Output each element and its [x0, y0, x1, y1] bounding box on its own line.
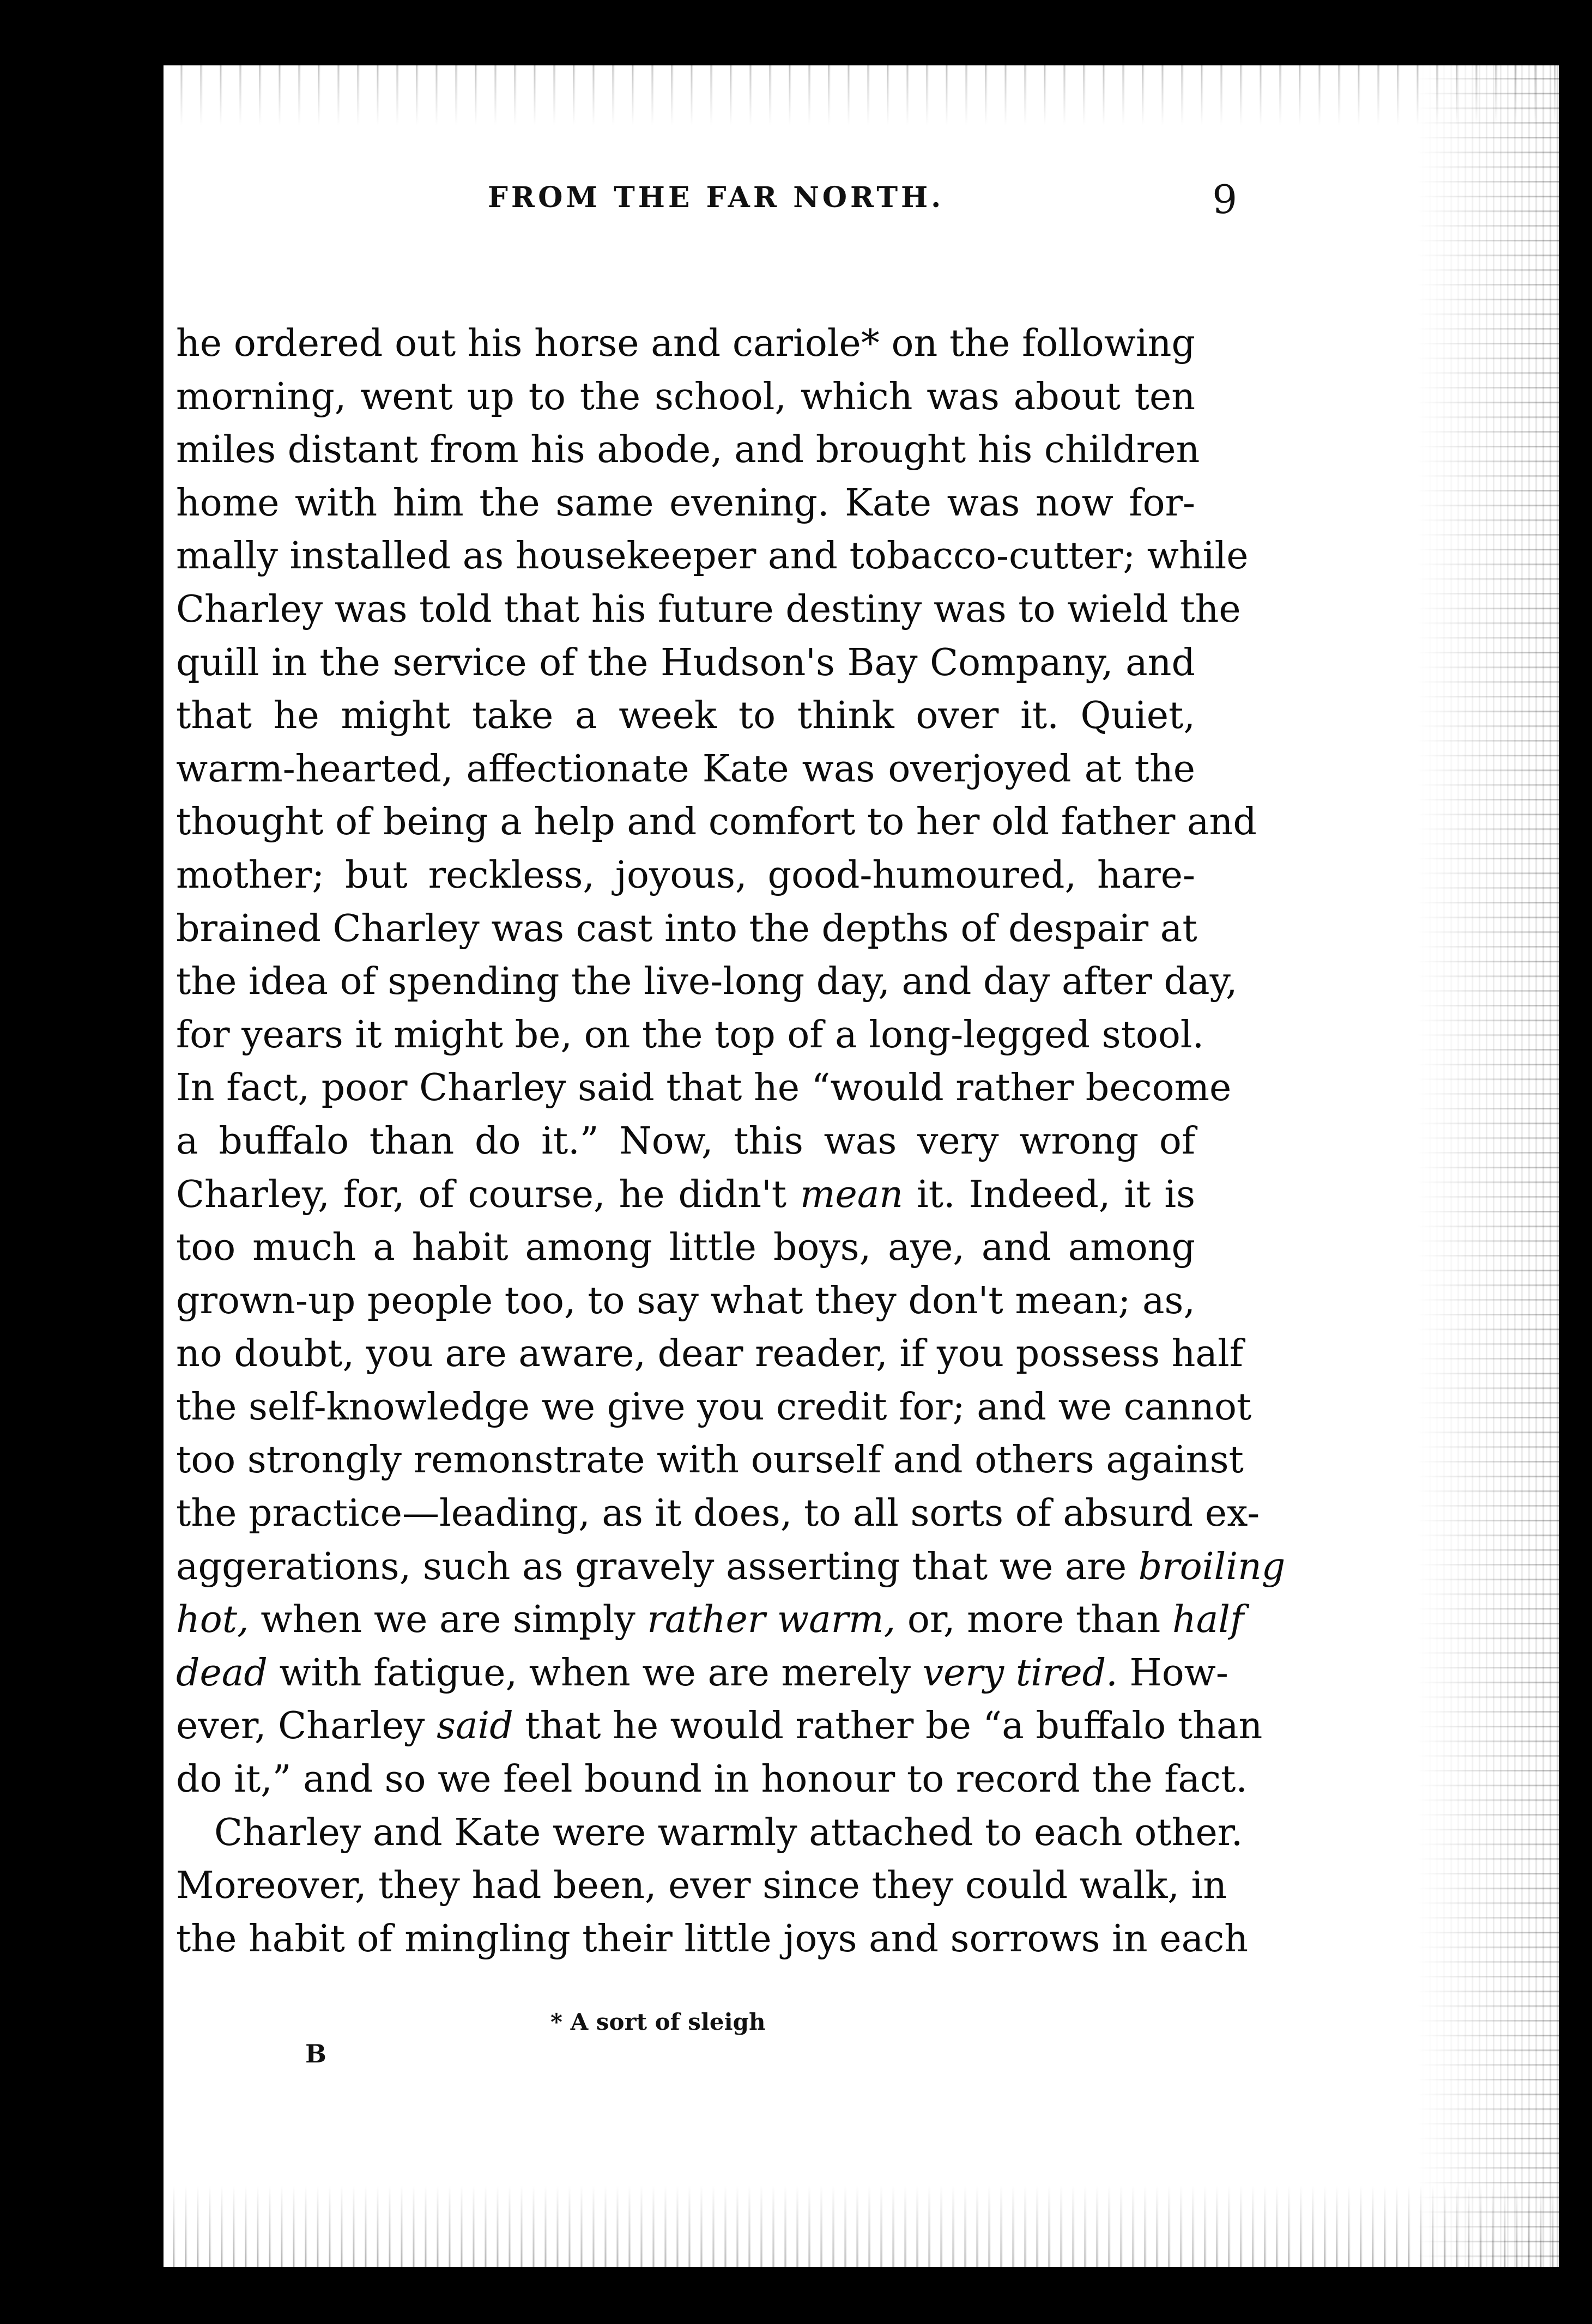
text-segment: that he would rather be “a buffalo than	[525, 1704, 1263, 1748]
text-line: mother; but reckless, joyous, good-humoured, hare-	[176, 853, 1195, 897]
text-line: for years it might be, on the top of a long-legged stool.	[176, 1013, 1204, 1057]
italic-segment: said	[437, 1704, 513, 1748]
text-line: grown-up people too, to say what they don't mean; as,	[176, 1279, 1195, 1322]
signature-mark: B	[305, 2039, 326, 2068]
text-segment: with fatigue, when we are merely	[279, 1651, 911, 1695]
text-line: he ordered out his horse and cariole* on the following	[176, 322, 1195, 365]
page-number: 9	[1212, 177, 1237, 222]
text-line: brained Charley was cast into the depths of despair at	[176, 907, 1197, 950]
footnote: * A sort of sleigh	[550, 2009, 766, 2035]
text-line: no doubt, you are aware, dear reader, if you possess half	[176, 1332, 1243, 1376]
text-line	[176, 1593, 1244, 1647]
body-text	[176, 317, 1286, 1965]
text-line: mally installed as housekeeper and tobacco-cutter; while	[176, 535, 1249, 578]
scan-edge-left	[0, 0, 33, 2324]
text-line: Charley was told that his future destiny was to wield the	[176, 587, 1241, 631]
text-line: the habit of mingling their little joys and sorrows in each	[176, 1917, 1248, 1961]
text-line: that he might take a week to think over it. Quiet,	[176, 694, 1195, 738]
text-segment: ever, Charley	[176, 1704, 425, 1748]
text-line: miles distant from his abode, and brought his children	[176, 428, 1200, 472]
italic-segment: hot,	[176, 1598, 249, 1642]
text-line: morning, went up to the school, which was about ten	[176, 375, 1195, 418]
text-segment: aggerations, such as gravely asserting that we are	[176, 1545, 1127, 1588]
text-line: the idea of spending the live-long day, and day after day,	[176, 960, 1238, 1004]
text-segment: or, more than	[907, 1598, 1161, 1642]
italic-segment: very tired.	[922, 1651, 1118, 1695]
text-line: Charley and Kate were warmly attached to each other.	[214, 1811, 1243, 1854]
text-segment: How-	[1129, 1651, 1228, 1695]
italic-segment: half	[1172, 1598, 1244, 1642]
text-line	[176, 1168, 1195, 1222]
italic-segment: broiling	[1138, 1545, 1286, 1588]
text-line: the self-knowledge we give you credit for; and we cannot	[176, 1385, 1252, 1429]
text-line: the practice—leading, as it does, to all sorts of absurd ex-	[176, 1492, 1260, 1536]
text-line: Moreover, they had been, ever since they could walk, in	[176, 1864, 1227, 1908]
text-line: home with him the same evening. Kate was now for-	[176, 481, 1195, 525]
text-line: do it,” and so we feel bound in honour to record the fact.	[176, 1758, 1248, 1801]
text-segment: Charley, for, of course, he didn't	[176, 1173, 787, 1216]
running-head	[327, 177, 1237, 230]
text-segment: when we are simply	[261, 1598, 635, 1642]
text-line	[176, 1540, 1286, 1594]
scan-noise-top	[164, 65, 1559, 125]
text-line	[176, 1700, 1263, 1753]
text-line: warm-hearted, affectionate Kate was overjoyed at the	[176, 747, 1195, 791]
text-line: thought of being a help and comfort to her old father and	[176, 800, 1257, 844]
text-segment: it. Indeed, it is	[916, 1173, 1195, 1216]
text-line: too much a habit among little boys, aye, and among	[176, 1226, 1195, 1270]
running-title: FROM THE FAR NORTH.	[488, 181, 945, 214]
italic-segment: mean	[800, 1173, 904, 1216]
text-line	[176, 1647, 1228, 1700]
italic-segment: dead	[176, 1651, 268, 1695]
text-line: a buffalo than do it.” Now, this was very wrong of	[176, 1119, 1195, 1163]
text-line: quill in the service of the Hudson's Bay Company, and	[176, 641, 1195, 684]
text-line: too strongly remonstrate with ourself and others against	[176, 1439, 1244, 1482]
text-line: In fact, poor Charley said that he “would rather become	[176, 1066, 1232, 1110]
italic-segment: rather warm,	[647, 1598, 896, 1642]
